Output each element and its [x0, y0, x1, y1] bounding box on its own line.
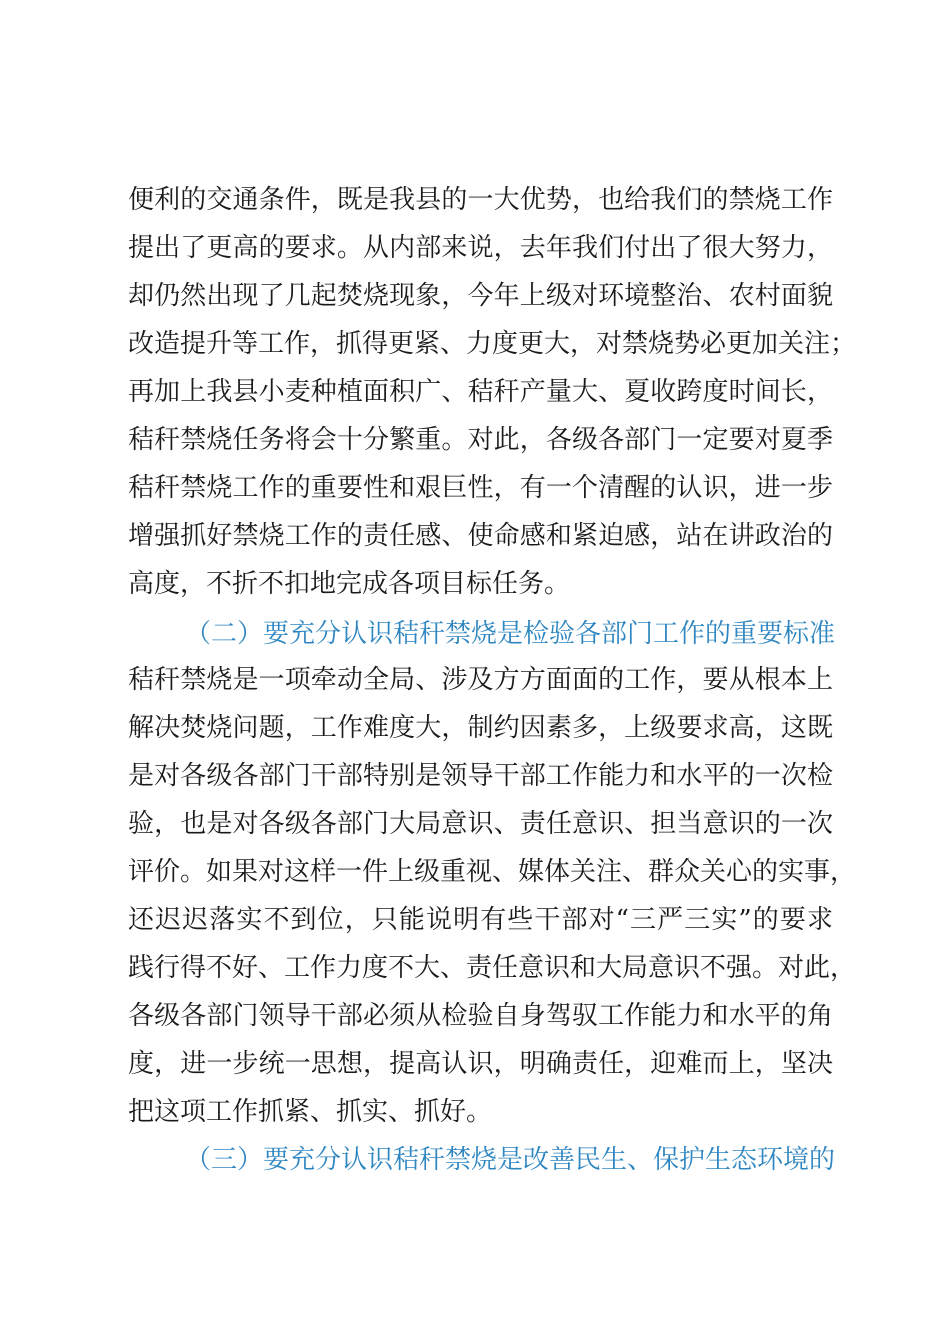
- paragraph2-line: 验，也是对各级各部门大局意识、责任意识、担当意识的一次: [128, 809, 833, 839]
- paragraph2-line: 把这项工作抓紧、抓实、抓好。: [128, 1097, 493, 1127]
- paragraph1-line: 却仍然出现了几起焚烧现象，今年上级对环境整治、农村面貌: [128, 281, 833, 311]
- paragraph2-line: 践行得不好、工作力度不大、责任意识和大局意识不强。对此，: [128, 953, 857, 983]
- paragraph2-line: 秸秆禁烧是一项牵动全局、涉及方方面面的工作，要从根本上: [128, 665, 833, 695]
- paragraph2-line: 度，进一步统一思想，提高认识，明确责任，迎难而上，坚决: [128, 1049, 833, 1079]
- paragraph1-line: 便利的交通条件，既是我县的一大优势，也给我们的禁烧工作: [128, 185, 833, 215]
- paragraph1-line: 改造提升等工作，抓得更紧、力度更大，对禁烧势必更加关注；: [128, 329, 857, 359]
- paragraph1-line: 提出了更高的要求。从内部来说，去年我们付出了很大努力，: [128, 233, 833, 263]
- paragraph2-line: 是对各级各部门干部特别是领导干部工作能力和水平的一次检: [128, 761, 833, 791]
- section-heading-2: （二）要充分认识秸秆禁烧是检验各部门工作的重要标准: [185, 619, 836, 649]
- paragraph2-line: 各级各部门领导干部必须从检验自身驾驭工作能力和水平的角: [128, 1001, 833, 1031]
- paragraph1-line: 高度，不折不扣地完成各项目标任务。: [128, 569, 571, 599]
- paragraph1-line: 秸秆禁烧工作的重要性和艰巨性，有一个清醒的认识，进一步: [128, 473, 833, 503]
- paragraph2-line: 评价。如果对这样一件上级重视、媒体关注、群众关心的实事，: [128, 857, 857, 887]
- section-heading-3: （三）要充分认识秸秆禁烧是改善民生、保护生态环境的: [185, 1145, 836, 1175]
- paragraph1-line: 增强抓好禁烧工作的责任感、使命感和紧迫感，站在讲政治的: [128, 521, 833, 551]
- paragraph2-line: 还迟迟落实不到位，只能说明有些干部对“三严三实”的要求: [128, 905, 833, 935]
- paragraph2-line: 解决焚烧问题，工作难度大，制约因素多，上级要求高，这既: [128, 713, 833, 743]
- paragraph1-line: 秸秆禁烧任务将会十分繁重。对此，各级各部门一定要对夏季: [128, 425, 833, 455]
- paragraph1-line: 再加上我县小麦种植面积广、秸秆产量大、夏收跨度时间长，: [128, 377, 833, 407]
